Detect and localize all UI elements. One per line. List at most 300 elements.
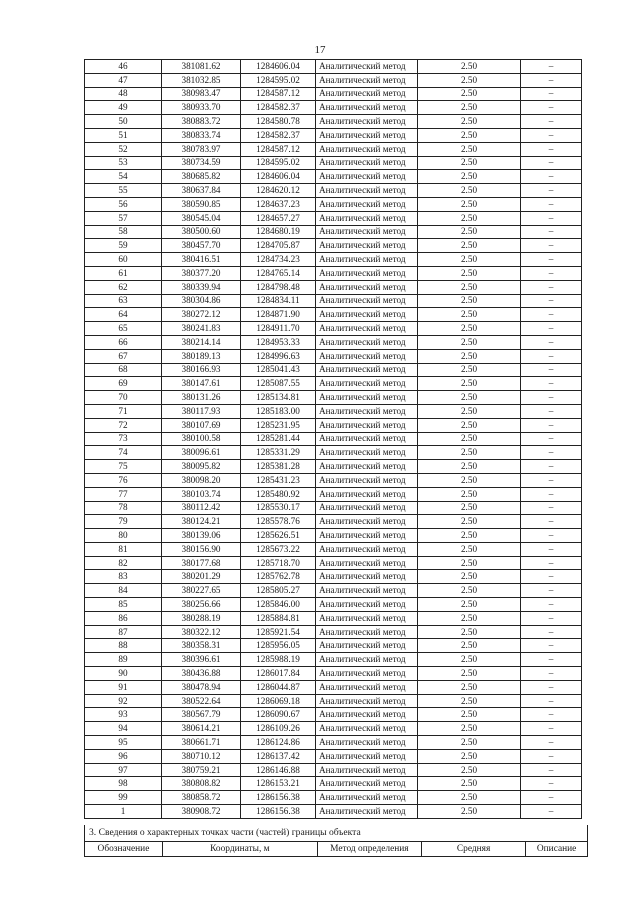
coordinate-y-cell: 1284734.23: [241, 253, 316, 267]
error-value-cell: 2.50: [418, 667, 521, 681]
method-cell: Аналитический метод: [316, 487, 418, 501]
coordinate-y-cell: 1286017.84: [241, 667, 316, 681]
point-number-cell: 52: [85, 142, 162, 156]
error-value-cell: 2.50: [418, 542, 521, 556]
description-cell: –: [521, 170, 582, 184]
coordinate-x-cell: 380322.12: [162, 625, 241, 639]
method-cell: Аналитический метод: [316, 722, 418, 736]
point-number-cell: 68: [85, 363, 162, 377]
error-value-cell: 2.50: [418, 128, 521, 142]
method-cell: Аналитический метод: [316, 128, 418, 142]
table-row: [85, 60, 582, 74]
method-cell: Аналитический метод: [316, 363, 418, 377]
description-cell: –: [521, 584, 582, 598]
method-cell: Аналитический метод: [316, 529, 418, 543]
point-number-cell: 69: [85, 377, 162, 391]
coordinate-y-cell: 1286044.87: [241, 680, 316, 694]
coordinate-x-cell: 380500.60: [162, 225, 241, 239]
description-cell: –: [521, 211, 582, 225]
coordinate-x-cell: 380227.65: [162, 584, 241, 598]
coordinate-y-cell: 1284953.33: [241, 335, 316, 349]
header-mean: Средняя: [422, 842, 526, 857]
table-row: [85, 73, 582, 87]
point-number-cell: 48: [85, 87, 162, 101]
description-cell: –: [521, 653, 582, 667]
description-cell: –: [521, 322, 582, 336]
coordinate-y-cell: 1286137.42: [241, 749, 316, 763]
coordinate-x-cell: 380457.70: [162, 239, 241, 253]
coordinate-x-cell: 380098.20: [162, 473, 241, 487]
description-cell: –: [521, 667, 582, 681]
coordinate-x-cell: 380147.61: [162, 377, 241, 391]
description-cell: –: [521, 391, 582, 405]
method-cell: Аналитический метод: [316, 156, 418, 170]
coordinate-x-cell: 380103.74: [162, 487, 241, 501]
table-row: [85, 487, 582, 501]
coordinate-x-cell: 380614.21: [162, 722, 241, 736]
method-cell: Аналитический метод: [316, 391, 418, 405]
description-cell: –: [521, 708, 582, 722]
section-header-table: [84, 841, 588, 857]
error-value-cell: 2.50: [418, 294, 521, 308]
table-row: [85, 625, 582, 639]
coordinate-y-cell: 1286109.26: [241, 722, 316, 736]
error-value-cell: 2.50: [418, 60, 521, 74]
coordinate-x-cell: 380567.79: [162, 708, 241, 722]
coordinates-table: [84, 59, 582, 819]
table-row: [85, 184, 582, 198]
table-row: [85, 128, 582, 142]
method-cell: Аналитический метод: [316, 184, 418, 198]
table-row: [85, 197, 582, 211]
error-value-cell: 2.50: [418, 487, 521, 501]
description-cell: –: [521, 142, 582, 156]
method-cell: Аналитический метод: [316, 266, 418, 280]
coordinates-table-body: [85, 60, 582, 819]
coordinate-y-cell: 1284595.02: [241, 73, 316, 87]
error-value-cell: 2.50: [418, 322, 521, 336]
coordinate-y-cell: 1284587.12: [241, 142, 316, 156]
coordinate-x-cell: 380858.72: [162, 791, 241, 805]
coordinate-y-cell: 1284705.87: [241, 239, 316, 253]
table-row: [85, 308, 582, 322]
coordinate-x-cell: 380139.06: [162, 529, 241, 543]
description-cell: –: [521, 87, 582, 101]
description-cell: –: [521, 115, 582, 129]
method-cell: Аналитический метод: [316, 142, 418, 156]
table-row: [85, 211, 582, 225]
method-cell: Аналитический метод: [316, 87, 418, 101]
point-number-cell: 91: [85, 680, 162, 694]
description-cell: –: [521, 308, 582, 322]
table-row: [85, 805, 582, 819]
coordinate-y-cell: 1286069.18: [241, 694, 316, 708]
method-cell: Аналитический метод: [316, 322, 418, 336]
point-number-cell: 81: [85, 542, 162, 556]
description-cell: –: [521, 791, 582, 805]
error-value-cell: 2.50: [418, 156, 521, 170]
method-cell: Аналитический метод: [316, 349, 418, 363]
error-value-cell: 2.50: [418, 239, 521, 253]
description-cell: –: [521, 253, 582, 267]
method-cell: Аналитический метод: [316, 736, 418, 750]
coordinate-y-cell: 1286146.88: [241, 763, 316, 777]
coordinate-x-cell: 380156.90: [162, 542, 241, 556]
method-cell: Аналитический метод: [316, 542, 418, 556]
point-number-cell: 58: [85, 225, 162, 239]
error-value-cell: 2.50: [418, 308, 521, 322]
table-row: [85, 253, 582, 267]
point-number-cell: 93: [85, 708, 162, 722]
coordinate-x-cell: 381032.85: [162, 73, 241, 87]
method-cell: Аналитический метод: [316, 708, 418, 722]
description-cell: –: [521, 225, 582, 239]
method-cell: Аналитический метод: [316, 556, 418, 570]
method-cell: Аналитический метод: [316, 253, 418, 267]
coordinate-x-cell: 380685.82: [162, 170, 241, 184]
coordinate-y-cell: 1284871.90: [241, 308, 316, 322]
point-number-cell: 85: [85, 598, 162, 612]
error-value-cell: 2.50: [418, 335, 521, 349]
description-cell: –: [521, 404, 582, 418]
description-cell: –: [521, 805, 582, 819]
coordinate-y-cell: 1284911.70: [241, 322, 316, 336]
point-number-cell: 63: [85, 294, 162, 308]
description-cell: –: [521, 694, 582, 708]
table-row: [85, 791, 582, 805]
point-number-cell: 59: [85, 239, 162, 253]
error-value-cell: 2.50: [418, 446, 521, 460]
method-cell: Аналитический метод: [316, 73, 418, 87]
coordinate-y-cell: 1285846.00: [241, 598, 316, 612]
method-cell: Аналитический метод: [316, 694, 418, 708]
description-cell: –: [521, 377, 582, 391]
coordinate-x-cell: 380241.83: [162, 322, 241, 336]
error-value-cell: 2.50: [418, 473, 521, 487]
error-value-cell: 2.50: [418, 101, 521, 115]
table-row: [85, 101, 582, 115]
description-cell: –: [521, 487, 582, 501]
coordinate-y-cell: 1285884.81: [241, 611, 316, 625]
coordinate-x-cell: 380304.86: [162, 294, 241, 308]
table-row: [85, 322, 582, 336]
table-row: [85, 749, 582, 763]
point-number-cell: 64: [85, 308, 162, 322]
coordinate-y-cell: 1285762.78: [241, 570, 316, 584]
point-number-cell: 95: [85, 736, 162, 750]
description-cell: –: [521, 363, 582, 377]
coordinate-x-cell: 380808.82: [162, 777, 241, 791]
method-cell: Аналитический метод: [316, 611, 418, 625]
method-cell: Аналитический метод: [316, 404, 418, 418]
method-cell: Аналитический метод: [316, 653, 418, 667]
table-row: [85, 446, 582, 460]
point-number-cell: 77: [85, 487, 162, 501]
description-cell: –: [521, 239, 582, 253]
point-number-cell: 56: [85, 197, 162, 211]
point-number-cell: 75: [85, 460, 162, 474]
header-coordinates: Координаты, м: [162, 842, 317, 857]
error-value-cell: 2.50: [418, 708, 521, 722]
table-row: [85, 736, 582, 750]
coordinate-x-cell: 380522.64: [162, 694, 241, 708]
method-cell: Аналитический метод: [316, 473, 418, 487]
error-value-cell: 2.50: [418, 391, 521, 405]
point-number-cell: 87: [85, 625, 162, 639]
point-number-cell: 83: [85, 570, 162, 584]
coordinate-y-cell: 1284620.12: [241, 184, 316, 198]
table-row: [85, 722, 582, 736]
coordinate-y-cell: 1285281.44: [241, 432, 316, 446]
point-number-cell: 82: [85, 556, 162, 570]
table-row: [85, 363, 582, 377]
table-row: [85, 680, 582, 694]
table-row: [85, 639, 582, 653]
table-row: [85, 667, 582, 681]
point-number-cell: 1: [85, 805, 162, 819]
coordinate-x-cell: 380661.71: [162, 736, 241, 750]
coordinate-y-cell: 1286153.21: [241, 777, 316, 791]
table-row: [85, 598, 582, 612]
point-number-cell: 71: [85, 404, 162, 418]
point-number-cell: 74: [85, 446, 162, 460]
error-value-cell: 2.50: [418, 197, 521, 211]
coordinate-y-cell: 1284606.04: [241, 170, 316, 184]
table-row: [85, 115, 582, 129]
method-cell: Аналитический метод: [316, 115, 418, 129]
method-cell: Аналитический метод: [316, 335, 418, 349]
point-number-cell: 61: [85, 266, 162, 280]
coordinate-y-cell: 1286156.38: [241, 791, 316, 805]
table-row: [85, 87, 582, 101]
coordinate-y-cell: 1285087.55: [241, 377, 316, 391]
description-cell: –: [521, 418, 582, 432]
coordinate-y-cell: 1284580.78: [241, 115, 316, 129]
error-value-cell: 2.50: [418, 363, 521, 377]
point-number-cell: 65: [85, 322, 162, 336]
coordinate-x-cell: 380416.51: [162, 253, 241, 267]
description-cell: –: [521, 625, 582, 639]
table-row: [85, 542, 582, 556]
coordinate-x-cell: 380759.21: [162, 763, 241, 777]
point-number-cell: 72: [85, 418, 162, 432]
error-value-cell: 2.50: [418, 749, 521, 763]
method-cell: Аналитический метод: [316, 197, 418, 211]
coordinate-x-cell: 380112.42: [162, 501, 241, 515]
table-row: [85, 777, 582, 791]
method-cell: Аналитический метод: [316, 598, 418, 612]
table-row: [85, 708, 582, 722]
description-cell: –: [521, 736, 582, 750]
table-row: [85, 556, 582, 570]
coordinate-x-cell: 380100.58: [162, 432, 241, 446]
error-value-cell: 2.50: [418, 598, 521, 612]
coordinate-x-cell: 380590.85: [162, 197, 241, 211]
section-caption: 3. Сведения о характерных точках части (частей) границы объекта: [84, 825, 588, 841]
point-number-cell: 78: [85, 501, 162, 515]
description-cell: –: [521, 542, 582, 556]
coordinate-x-cell: 380214.14: [162, 335, 241, 349]
method-cell: Аналитический метод: [316, 667, 418, 681]
error-value-cell: 2.50: [418, 418, 521, 432]
method-cell: Аналитический метод: [316, 680, 418, 694]
coordinate-y-cell: 1286124.86: [241, 736, 316, 750]
description-cell: –: [521, 501, 582, 515]
method-cell: Аналитический метод: [316, 791, 418, 805]
table-row: [85, 418, 582, 432]
method-cell: Аналитический метод: [316, 280, 418, 294]
error-value-cell: 2.50: [418, 805, 521, 819]
error-value-cell: 2.50: [418, 556, 521, 570]
point-number-cell: 90: [85, 667, 162, 681]
description-cell: –: [521, 749, 582, 763]
coordinate-y-cell: 1284582.37: [241, 101, 316, 115]
method-cell: Аналитический метод: [316, 60, 418, 74]
point-number-cell: 57: [85, 211, 162, 225]
coordinate-y-cell: 1285480.92: [241, 487, 316, 501]
error-value-cell: 2.50: [418, 736, 521, 750]
coordinate-x-cell: 380833.74: [162, 128, 241, 142]
table-row: [85, 335, 582, 349]
description-cell: –: [521, 639, 582, 653]
table-row: [85, 473, 582, 487]
error-value-cell: 2.50: [418, 694, 521, 708]
coordinate-y-cell: 1285530.17: [241, 501, 316, 515]
coordinate-y-cell: 1285041.43: [241, 363, 316, 377]
table-row: [85, 570, 582, 584]
table-row: [85, 404, 582, 418]
coordinate-y-cell: 1284595.02: [241, 156, 316, 170]
table-row: [85, 142, 582, 156]
error-value-cell: 2.50: [418, 570, 521, 584]
error-value-cell: 2.50: [418, 184, 521, 198]
point-number-cell: 53: [85, 156, 162, 170]
method-cell: Аналитический метод: [316, 570, 418, 584]
point-number-cell: 46: [85, 60, 162, 74]
coordinate-y-cell: 1284680.19: [241, 225, 316, 239]
table-row: [85, 501, 582, 515]
table-row: [85, 653, 582, 667]
coordinate-y-cell: 1284798.48: [241, 280, 316, 294]
table-row: [85, 170, 582, 184]
method-cell: Аналитический метод: [316, 432, 418, 446]
coordinate-x-cell: 380189.13: [162, 349, 241, 363]
method-cell: Аналитический метод: [316, 377, 418, 391]
method-cell: Аналитический метод: [316, 239, 418, 253]
description-cell: –: [521, 280, 582, 294]
error-value-cell: 2.50: [418, 349, 521, 363]
description-cell: –: [521, 722, 582, 736]
error-value-cell: 2.50: [418, 611, 521, 625]
coordinate-x-cell: 380272.12: [162, 308, 241, 322]
point-number-cell: 66: [85, 335, 162, 349]
header-method: Метод определения: [317, 842, 421, 857]
point-number-cell: 67: [85, 349, 162, 363]
coordinate-y-cell: 1284637.23: [241, 197, 316, 211]
description-cell: –: [521, 598, 582, 612]
table-row: [85, 156, 582, 170]
coordinate-x-cell: 380908.72: [162, 805, 241, 819]
coordinate-y-cell: 1284996.63: [241, 349, 316, 363]
method-cell: Аналитический метод: [316, 418, 418, 432]
error-value-cell: 2.50: [418, 460, 521, 474]
point-number-cell: 62: [85, 280, 162, 294]
method-cell: Аналитический метод: [316, 639, 418, 653]
coordinate-y-cell: 1285331.29: [241, 446, 316, 460]
method-cell: Аналитический метод: [316, 308, 418, 322]
error-value-cell: 2.50: [418, 142, 521, 156]
error-value-cell: 2.50: [418, 225, 521, 239]
coordinate-y-cell: 1285381.28: [241, 460, 316, 474]
description-cell: –: [521, 266, 582, 280]
description-cell: –: [521, 529, 582, 543]
coordinate-x-cell: 380983.47: [162, 87, 241, 101]
table-row: [85, 694, 582, 708]
coordinate-y-cell: 1285718.70: [241, 556, 316, 570]
error-value-cell: 2.50: [418, 791, 521, 805]
coordinate-y-cell: 1285431.23: [241, 473, 316, 487]
table-row: [85, 377, 582, 391]
description-cell: –: [521, 460, 582, 474]
method-cell: Аналитический метод: [316, 225, 418, 239]
coordinate-y-cell: 1285673.22: [241, 542, 316, 556]
coordinate-y-cell: 1285183.00: [241, 404, 316, 418]
coordinate-x-cell: 380377.20: [162, 266, 241, 280]
description-cell: –: [521, 432, 582, 446]
method-cell: Аналитический метод: [316, 805, 418, 819]
error-value-cell: 2.50: [418, 777, 521, 791]
description-cell: –: [521, 570, 582, 584]
coordinate-x-cell: 380933.70: [162, 101, 241, 115]
error-value-cell: 2.50: [418, 763, 521, 777]
error-value-cell: 2.50: [418, 404, 521, 418]
coordinate-y-cell: 1285988.19: [241, 653, 316, 667]
coordinate-x-cell: 380710.12: [162, 749, 241, 763]
coordinate-x-cell: 380339.94: [162, 280, 241, 294]
method-cell: Аналитический метод: [316, 763, 418, 777]
coordinate-y-cell: 1284582.37: [241, 128, 316, 142]
table-row: [85, 763, 582, 777]
point-number-cell: 80: [85, 529, 162, 543]
table-row: [85, 266, 582, 280]
table-row: [85, 280, 582, 294]
section-header-row: [85, 842, 588, 857]
description-cell: –: [521, 335, 582, 349]
error-value-cell: 2.50: [418, 115, 521, 129]
coordinate-x-cell: 380256.66: [162, 598, 241, 612]
description-cell: –: [521, 294, 582, 308]
description-cell: –: [521, 680, 582, 694]
error-value-cell: 2.50: [418, 501, 521, 515]
error-value-cell: 2.50: [418, 377, 521, 391]
description-cell: –: [521, 156, 582, 170]
coordinate-y-cell: 1285956.05: [241, 639, 316, 653]
error-value-cell: 2.50: [418, 529, 521, 543]
error-value-cell: 2.50: [418, 432, 521, 446]
point-number-cell: 89: [85, 653, 162, 667]
error-value-cell: 2.50: [418, 584, 521, 598]
table-row: [85, 611, 582, 625]
point-number-cell: 99: [85, 791, 162, 805]
description-cell: –: [521, 473, 582, 487]
method-cell: Аналитический метод: [316, 101, 418, 115]
point-number-cell: 94: [85, 722, 162, 736]
method-cell: Аналитический метод: [316, 294, 418, 308]
point-number-cell: 79: [85, 515, 162, 529]
error-value-cell: 2.50: [418, 515, 521, 529]
description-cell: –: [521, 446, 582, 460]
coordinate-x-cell: 380358.31: [162, 639, 241, 653]
